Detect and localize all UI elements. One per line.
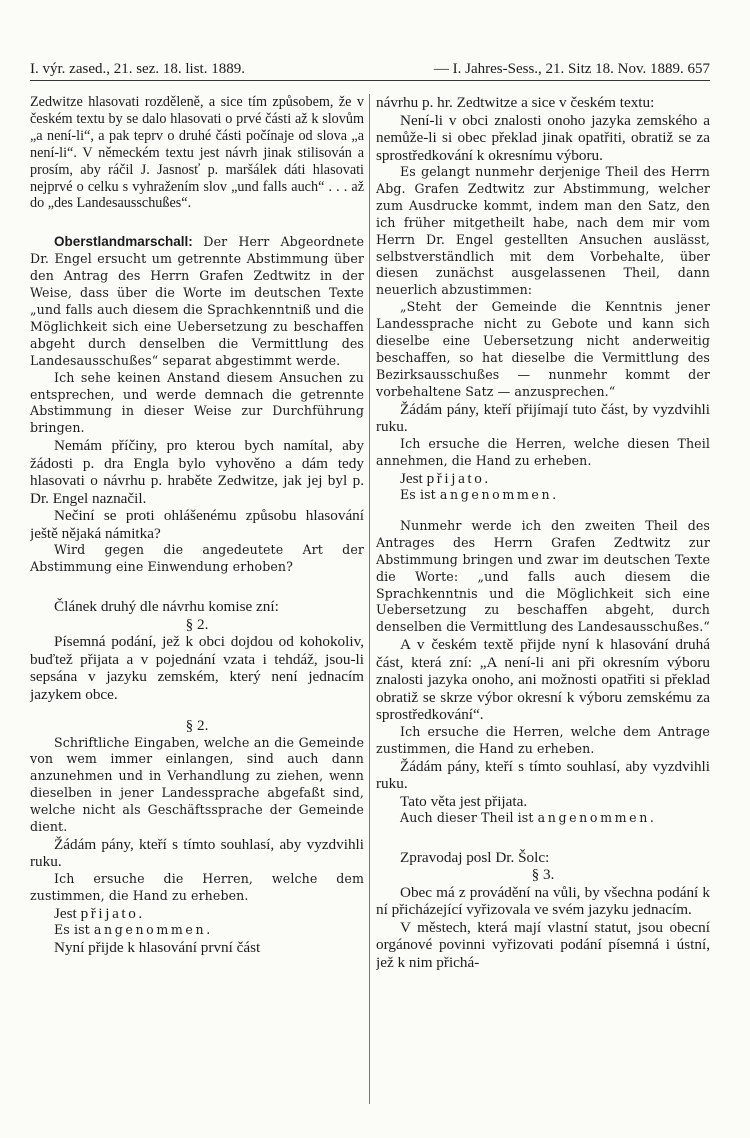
paragraph: Písemná podání, jež k obci dojdou od kohokoliv, buďtež přijata a v pojednání vzata i tehdáž, jsou-li sepsána v jazyku zemském, který není jednacím jazykem obce. — [30, 633, 364, 703]
paragraph: „Steht der Gemeinde die Kenntnis jener Landessprache nicht zu Gebote und kann sich dieselbe eine Uebersetzung nicht anderweitig beschaffen, so hat dieselbe die Vermittlung des Bezirksausschußes — nunmehr kommt der vorbehaltene Satz — anzusprechen.“ — [376, 299, 710, 399]
speech-text: Der Herr Abgeordnete Dr. Engel ersucht um getrennte Abstimmung über den Antrag des Herrn Grafen Zedtwitz in der Weise, dass über die Worte im deutschen Texte „und falls auch diesem die Sprachkenntniß und die Möglichkeit sich eine Uebersetzung zu beschaffen abgeht durch denselben die Vermittlung des Landesausschußes“ separat abgestimmt werde. — [30, 234, 364, 368]
paragraph — [30, 234, 364, 369]
result-emphasis: přijato. — [80, 904, 145, 922]
paragraph: A v českém textě přijde nyní k hlasování druhá část, která zní: „A není-li ani při okresním výboru znalosti jazyka onoho, ani možnosti opatřiti si překlad obratiž se skrze výbor okresní k výboru zemskému za sprostředkování“. — [376, 636, 710, 724]
paragraph: návrhu p. hr. Zedtwitze a sice v českém textu: — [376, 94, 655, 111]
paragraph: Zedwitze hlasovati rozděleně, a sice tím způsobem, že v českém textu by se dalo hlasovati o prvé části až k slovům „a není-li“, a pak teprv o druhé části počínaje od slova „a není-li“. V německém textu jest návrh jinak stilisován a prosím, aby ráčil J. Jasnosť p. maršálek dáti hlasovati nejprvé o celku s vyhražením slov „und falls auch“ . . . až do „des Landesausschußes“. — [30, 94, 364, 212]
result-text: Jest — [400, 469, 427, 487]
section-number: § 2. — [185, 615, 209, 633]
paragraph: Nunmehr werde ich den zweiten Theil des Antrages des Herrn Grafen Zedtwitz zur Abstimmung bringen und zwar im deutschen Texte die Worte: „und falls auch diesem die Sprachkenntnis und die Möglichkeit sich eine Uebersetzung zu beschaffen abgeht, durch denselben die Vermittlung des Landesausschußes.“ — [376, 517, 710, 635]
paragraph: Ich sehe keinen Anstand diesem Ansuchen zu entsprechen, und werde demnach die getrennte Abstimmung in dieser Weise zur Durchführung bringen. — [30, 369, 364, 436]
vote-result — [376, 487, 710, 504]
result-text: Auch dieser Theil ist — [400, 810, 538, 826]
paragraph: Wird gegen die angedeutete Art der Abstimmung eine Einwendung erhoben? — [30, 542, 364, 575]
result-emphasis: angenommen. — [439, 487, 559, 502]
paragraph: Tato věta jest přijata. — [400, 792, 528, 810]
paragraph: Nyní přijde k hlasování první část — [54, 939, 261, 957]
paragraph: Není-li v obci znalosti onoho jazyka zemského a nemůže-li si obec překlad jinak opatřiti, obratiž se za sprostředkování k okresnímu výboru. — [376, 111, 710, 164]
section-number: § 2. — [185, 717, 209, 735]
rapporteur-heading: Zpravodaj posl Dr. Šolc: — [400, 848, 550, 866]
paragraph: Es gelangt nunmehr derjenige Theil des Herrn Abg. Grafen Zedtwitz zur Abstimmung, welcher zum Ausdrucke kommt, indem man den Satz, den ich früher mitgetheilt habe, nach dem mir vom Herrn Dr. Engel gestellten Ansuchen auslässt, selbstverständlich mit dem Vorbehalte, über diesen zunächst ausgelassenen Theil, dann neuerlich abzustimmen: — [376, 164, 710, 298]
paragraph: Žádám pány, kteří s tímto souhlasí, aby vyzdvihli ruku. — [30, 835, 364, 871]
header-german: — I. Jahres-Sess., 21. Sitz 18. Nov. 1889. 657 — [433, 61, 710, 77]
column-divider — [369, 94, 370, 1104]
article-heading: Článek druhý dle návrhu komise zní: — [54, 598, 279, 616]
paragraph: Žádám pány, kteří s tímto souhlasí, aby vyzdvihli ruku. — [376, 757, 710, 793]
paragraph: Nemám příčiny, pro kterou bych namítal, aby žádosti p. dra Engla bylo vyhověno a dám tedy hlasovati o návrhu p. hraběte Zedwitze, jak jej byl p. Dr. Engel naznačil. — [30, 437, 364, 507]
header-czech: I. výr. zased., 21. sez. 18. list. 1889. — [30, 61, 245, 77]
paragraph: Ich ersuche die Herren, welche dem Antrage zustimmen, die Hand zu erheben. — [376, 723, 710, 756]
page-header — [30, 58, 710, 81]
result-emphasis: angenommen. — [93, 922, 213, 938]
result-text: Es ist — [54, 922, 94, 938]
vote-result — [376, 470, 710, 488]
paragraph: Schriftliche Eingaben, welche an die Gemeinde von wem immer einlangen, sind auch dann anzunehmen und in Verhandlung zu ziehen, wenn dieselben in jener Landessprache abgefaßt sind, welche nicht als Geschäftssprache der Gemeinde dient. — [30, 734, 364, 835]
result-emphasis: přijato. — [426, 469, 491, 487]
vote-result — [30, 922, 364, 939]
text-columns — [30, 94, 710, 1104]
paragraph: Obec má z provádění na vůli, by všechna podání k ní přicházející vyřizovala ve svém jazyku jednacím. — [376, 883, 710, 919]
paragraph: Žádám pány, kteří přijímají tuto část, by vyzdvihli ruku. — [376, 400, 710, 436]
section-number: § 3. — [531, 866, 555, 884]
vote-result — [376, 810, 710, 827]
result-text: Jest — [54, 904, 81, 922]
paragraph: V městech, která mají vlastní statut, jsou obecní orgánové povinni vyřizovati podání písemná i ústní, jež k nim přichá- — [376, 918, 710, 971]
speaker-name: Oberstlandmarschall: — [54, 234, 193, 250]
paragraph: Ich ersuche die Herren, welche dem zustimmen, die Hand zu erheben. — [30, 870, 364, 903]
paragraph: Ich ersuche die Herren, welche diesen Theil annehmen, die Hand zu erheben. — [376, 435, 710, 468]
result-emphasis: angenommen. — [537, 810, 657, 826]
paragraph: Nečiní se proti ohlášenému způsobu hlasování ještě nějaká námitka? — [30, 507, 364, 542]
result-text: Es ist — [400, 487, 440, 502]
left-column — [30, 94, 364, 1104]
right-column — [376, 94, 710, 1104]
vote-result — [30, 905, 364, 923]
